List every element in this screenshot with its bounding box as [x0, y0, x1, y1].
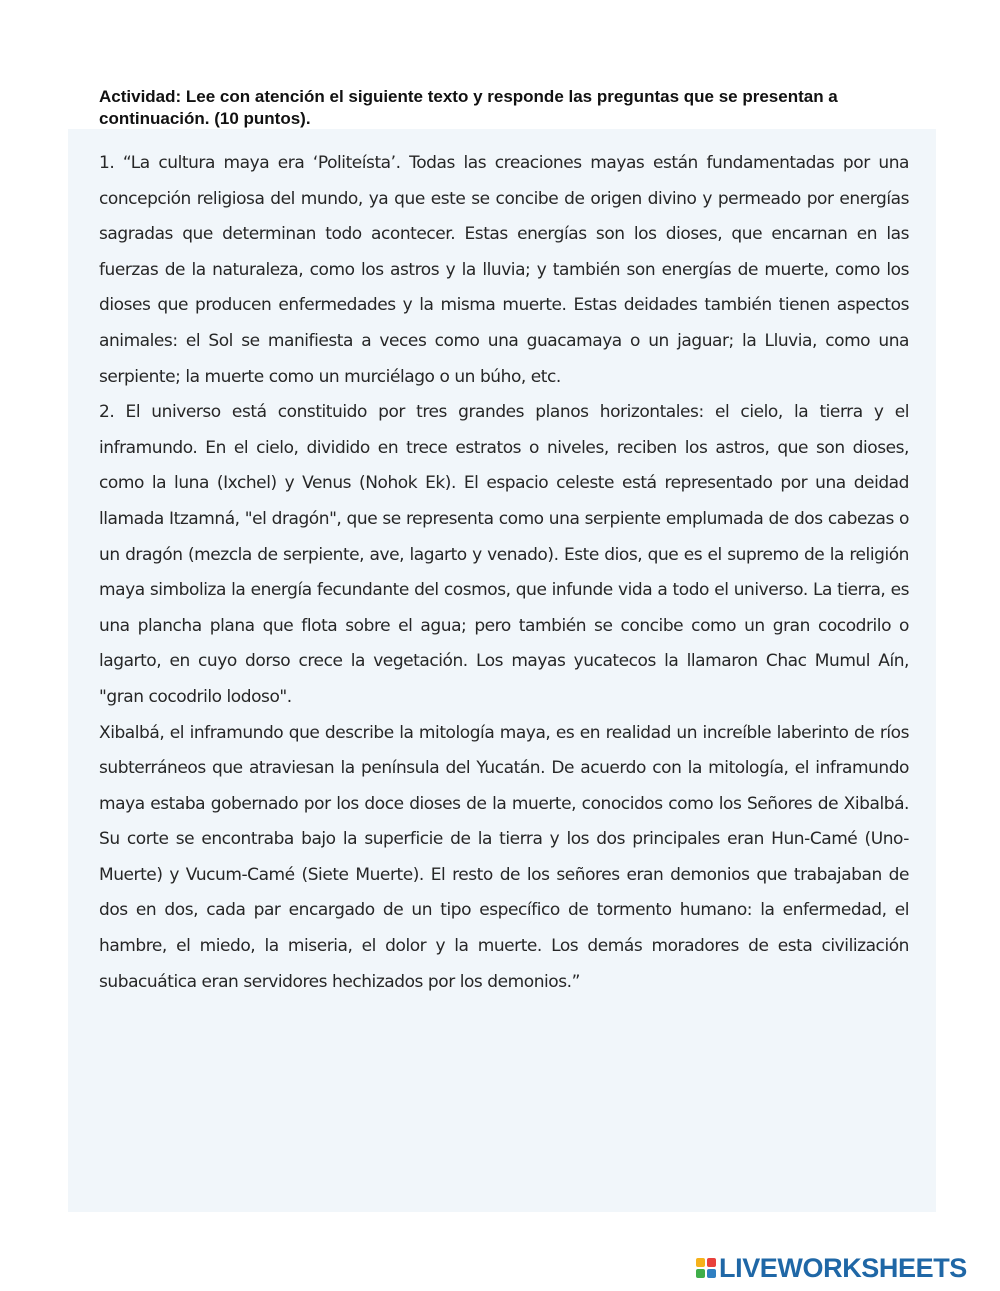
- paragraph-universo: 2. El universo está constituido por tres grandes planos horizontales: el cielo, la tierra y el inframundo. En el cielo, dividido en trece estratos o niveles, reciben los astros, que son dioses, como la luna (Ixchel) y Venus (Nohok Ek). El espacio celeste está representado por una deidad llamada Itzamná, "el dragón", que se representa como una serpiente emplumada de dos cabezas o un dragón (mezcla de serpiente, ave, lagarto y venado). Este dios, que es el supremo de la religión maya simboliza la energía fecundante del cosmos, que infunde vida a todo el universo. La tierra, es una plancha plana que flota sobre el agua; pero también se concibe como un gran cocodrilo o lagarto, en cuyo dorso crece la vegetación. Los mayas yucatecos la llamaron Chac Mumul Aín, "gran cocodrilo lodoso".: [99, 402, 909, 707]
- logo-square-red: [707, 1258, 716, 1267]
- reading-text: [99, 146, 909, 1000]
- liveworksheets-logo-icon: [696, 1258, 716, 1278]
- activity-instructions: Actividad: Lee con atención el siguiente texto y responde las preguntas que se presentan a continuación. (10 puntos).: [99, 87, 838, 128]
- logo-square-blue: [707, 1269, 716, 1278]
- paragraph-xibalba: Xibalbá, el inframundo que describe la mitología maya, es en realidad un increíble laberinto de ríos subterráneos que atraviesan la península del Yucatán. De acuerdo con la mitología, el inframundo maya estaba gobernado por los doce dioses de la muerte, conocidos como los Señores de Xibalbá. Su corte se encontraba bajo la superficie de la tierra y los dos principales eran Hun-Camé (Uno- Muerte) y Vucum-Camé (Siete Muerte). El resto de los señores eran demonios que trabajaban de dos en dos, cada par encargado de un tipo específico de tormento humano: la enfermedad, el hambre, el miedo, la miseria, el dolor y la muerte. Los demás moradores de esta civilización subacuática eran servidores hechizados por los demonios.”: [99, 722, 909, 992]
- paragraph-politeismo: 1. “La cultura maya era ‘Politeísta’. Todas las creaciones mayas están fundamentadas por una concepción religiosa del mundo, ya que este se concibe de origen divino y permeado por energías sagradas que determinan todo acontecer. Estas energías son los dioses, que encarnan en las fuerzas de la naturaleza, como los astros y la lluvia; y también son energías de muerte, como los dioses que producen enfermedades y la misma muerte. Estas deidades también tienen aspectos animales: el Sol se manifiesta a veces como una guacamaya o un jaguar; la Lluvia, como una serpiente; la muerte como un murciélago o un búho, etc.: [99, 153, 909, 387]
- liveworksheets-logo: [696, 1252, 967, 1284]
- logo-text: LIVEWORKSHEETS: [719, 1253, 967, 1283]
- logo-square-green: [696, 1269, 705, 1278]
- logo-square-yellow: [696, 1258, 705, 1267]
